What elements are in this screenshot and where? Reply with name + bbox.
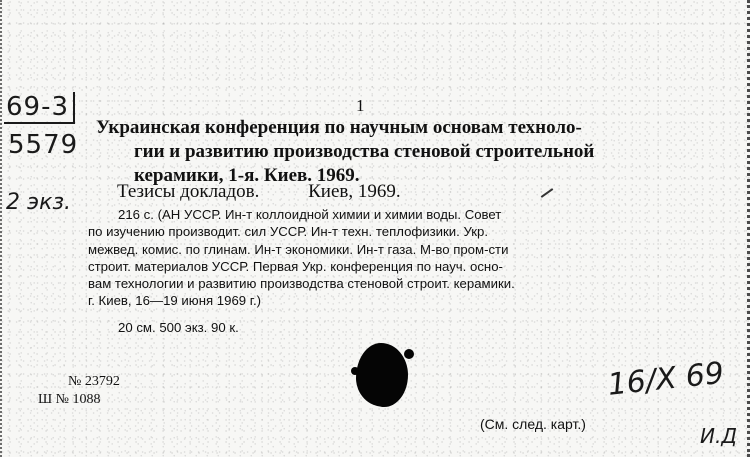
title-line-3: керамики, 1-я. Киев. 1969. bbox=[134, 165, 360, 186]
description-line: вам технологии и развитию производства стеновой строит. керамики. bbox=[88, 276, 515, 292]
title-line-2: гии и развитию производства стеновой строительной bbox=[134, 141, 595, 162]
call-number-top: 69-3 bbox=[4, 92, 75, 124]
ink-blot bbox=[356, 343, 408, 407]
description-line: строит. материалов УССР. Первая Укр. конференция по науч. осно- bbox=[88, 258, 503, 274]
subtitle-text: Тезисы докладов. bbox=[117, 181, 260, 202]
register-number-1: № 23792 bbox=[68, 374, 120, 389]
call-number-bottom: 5579 bbox=[8, 130, 79, 160]
subtitle-place: Киев, 1969. bbox=[308, 181, 401, 202]
register-prefix: Ш bbox=[38, 392, 53, 407]
title-line-1: Украинская конференция по научным основам техноло- bbox=[96, 117, 582, 138]
description-line: г. Киев, 16—19 июня 1969 г.) bbox=[88, 293, 262, 309]
card-title bbox=[96, 116, 696, 188]
card-number: 1 bbox=[356, 96, 365, 115]
handwritten-date: 16/X 69 bbox=[606, 355, 726, 403]
description-line: межвед. комис. по глинам. Ин-т экономики. Ин-т газа. М-во пром-сти bbox=[88, 241, 509, 257]
card-left-edge bbox=[0, 0, 7, 457]
card-subtitle bbox=[117, 181, 401, 203]
card-right-edge bbox=[739, 0, 750, 457]
description-line: по изучению производит. сил УССР. Ин-т техн. теплофизики. Укр. bbox=[88, 224, 489, 240]
card-description bbox=[88, 206, 696, 310]
register-number-2-text: № 1088 bbox=[55, 392, 101, 407]
description-line: 216 с. (АН УССР. Ин-т коллоидной химии и химии воды. Совет bbox=[118, 207, 502, 222]
handwritten-initials: И.Д bbox=[700, 424, 737, 448]
register-number-2 bbox=[38, 392, 100, 408]
format-line: 20 см. 500 экз. 90 к. bbox=[118, 320, 239, 335]
copies-note: 2 экз. bbox=[6, 190, 72, 215]
continued-note: (См. след. карт.) bbox=[480, 416, 586, 432]
pencil-mark bbox=[541, 188, 554, 198]
